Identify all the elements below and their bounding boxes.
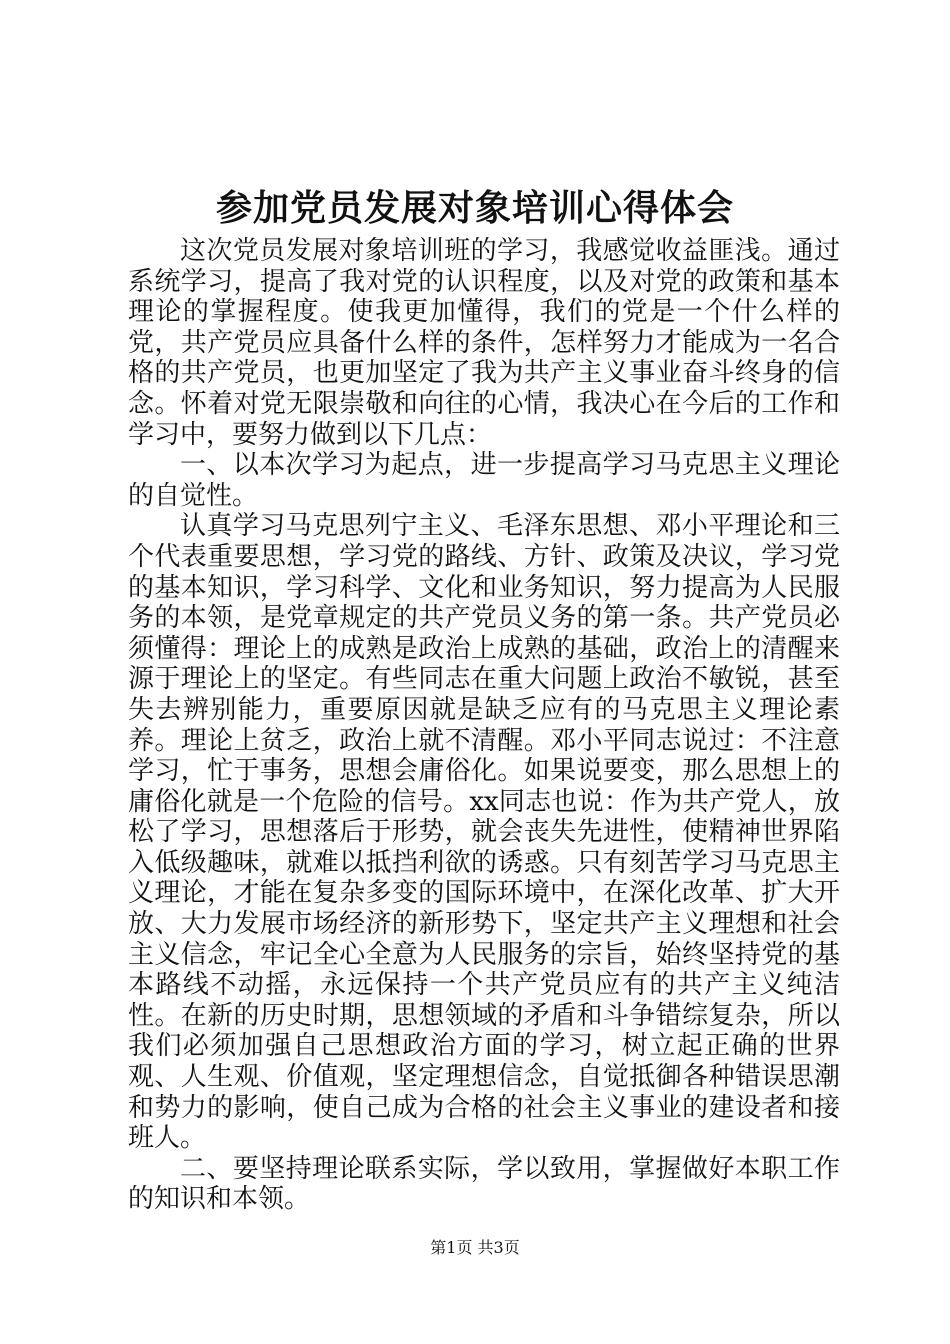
document-body xyxy=(128,236,840,1215)
paragraph-intro: 这次党员发展对象培训班的学习，我感觉收益匪浅。通过系统学习，提高了我对党的认识程度，以及对党的政策和基本理论的掌握程度。使我更加懂得，我们的党是一个什么样的党，共产党员应具备什么样的条件，怎样努力才能成为一名合格的共产党员，也更加坚定了我为共产主义事业奋斗终身的信念。怀着对党无限崇敬和向往的心情，我决心在今后的工作和学习中，要努力做到以下几点： xyxy=(128,236,840,450)
paragraph-point-one-heading: 一、以本次学习为起点，进一步提高学习马克思主义理论的自觉性。 xyxy=(128,450,840,511)
document-title: 参加党员发展对象培训心得体会 xyxy=(215,187,734,229)
paragraph-point-one-body: 认真学习马克思列宁主义、毛泽东思想、邓小平理论和三个代表重要思想，学习党的路线、方针、政策及决议，学习党的基本知识，学习科学、文化和业务知识，努力提高为人民服务的本领，是党章规定的共产党员义务的第一条。共产党员必须懂得：理论上的成熟是政治上成熟的基础，政治上的清醒来源于理论上的坚定。有些同志在重大问题上政治不敏锐，甚至失去辨别能力，重要原因就是缺乏应有的马克思主义理论素养。理论上贫乏，政治上就不清醒。邓小平同志说过：不注意学习，忙于事务，思想会庸俗化。如果说要变，那么思想上的庸俗化就是一个危险的信号。xx同志也说：作为共产党人，放松了学习，思想落后于形势，就会丧失先进性，使精神世界陷入低级趣味，就难以抵挡利欲的诱惑。只有刻苦学习马克思主义理论，才能在复杂多变的国际环境中，在深化改革、扩大开放、大力发展市场经济的新形势下，坚定共产主义理想和社会主义信念，牢记全心全意为人民服务的宗旨，始终坚持党的基本路线不动摇，永远保持一个共产党员应有的共产主义纯洁性。在新的历史时期，思想领域的矛盾和斗争错综复杂，所以我们必须加强自己思想政治方面的学习，树立起正确的世界观、人生观、价值观，坚定理想信念，自觉抵御各种错误思潮和势力的影响，使自己成为合格的社会主义事业的建设者和接班人。 xyxy=(128,511,840,1154)
paragraph-point-two-heading: 二、要坚持理论联系实际，学以致用，掌握做好本职工作的知识和本领。 xyxy=(128,1153,840,1215)
page-number-footer: 第1页 共3页 xyxy=(430,1238,520,1257)
